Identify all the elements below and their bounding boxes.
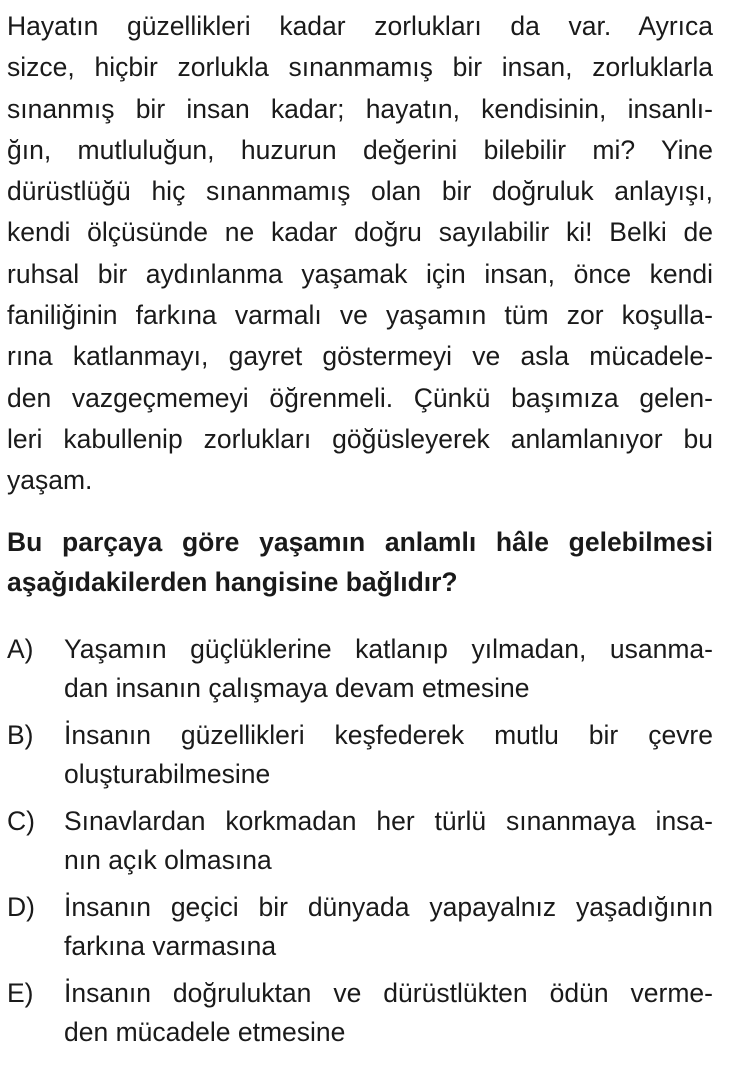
- passage-line: faniliğinin farkına varmalı ve yaşamın tüm zor koşulla-: [7, 300, 713, 331]
- passage-line: Hayatın güzellikleri kadar zorlukları da var. Ayrıca: [7, 11, 713, 41]
- option-text-line: İnsanın doğruluktan ve dürüstlükten ödün verme-: [64, 977, 713, 1008]
- passage-line: den vazgeçmemeyi öğrenmeli. Çünkü başımıza gelen-: [7, 382, 713, 413]
- option-b[interactable]: [7, 716, 713, 794]
- option-text-line: İnsanın geçici bir dünyada yapayalnız yaşadığının: [64, 891, 713, 922]
- option-text-line: dan insanın çalışmaya devam etmesine: [64, 672, 530, 703]
- option-text-line: Yaşamın güçlüklerine katlanıp yılmadan, usanma-: [64, 633, 713, 664]
- question-line: aşağıdakilerden hangisine bağlıdır?: [7, 566, 458, 597]
- option-a[interactable]: [7, 630, 713, 708]
- passage-line: sınanmış bir insan kadar; hayatın, kendisinin, insanlı-: [7, 93, 713, 124]
- answer-options: [7, 630, 713, 1052]
- option-e[interactable]: [7, 974, 713, 1052]
- passage-line: dürüstlüğü hiç sınanmamış olan bir doğruluk anlayışı,: [7, 176, 713, 207]
- option-letter: A): [7, 633, 34, 664]
- passage-line: leri kabullenip zorlukları göğüsleyerek anlamlanıyor bu: [7, 423, 713, 454]
- option-d[interactable]: [7, 888, 713, 966]
- option-text-line: nın açık olmasına: [64, 844, 272, 875]
- passage-line: yaşam.: [7, 465, 93, 496]
- option-letter: B): [7, 719, 34, 750]
- passage-line: kendi ölçüsünde ne kadar doğru sayılabilir ki! Belki de: [7, 217, 713, 248]
- passage-line: sizce, hiçbir zorlukla sınanmamış bir insan, zorluklarla: [7, 52, 713, 83]
- option-text-line: oluşturabilmesine: [64, 758, 271, 789]
- option-text-line: den mücadele etmesine: [64, 1016, 346, 1047]
- option-letter: E): [7, 977, 34, 1008]
- option-text-line: Sınavlardan korkmadan her türlü sınanmaya insa-: [64, 805, 713, 836]
- passage-line: ğın, mutluluğun, huzurun değerini bilebilir mi? Yine: [7, 134, 713, 165]
- passage-line: ruhsal bir aydınlanma yaşamak için insan, önce kendi: [7, 258, 713, 289]
- question-line: Bu parçaya göre yaşamın anlamlı hâle gelebilmesi: [7, 526, 713, 557]
- question-page: [7, 6, 713, 1060]
- option-letter: C): [7, 805, 35, 836]
- passage-line: rına katlanmayı, gayret göstermeyi ve asla mücadele-: [7, 341, 713, 372]
- option-text-line: İnsanın güzellikleri keşfederek mutlu bir çevre: [64, 719, 713, 750]
- option-c[interactable]: [7, 802, 713, 880]
- reading-passage: [7, 6, 713, 502]
- question-stem: [7, 522, 713, 602]
- option-text-line: farkına varmasına: [64, 930, 277, 961]
- option-letter: D): [7, 891, 35, 922]
